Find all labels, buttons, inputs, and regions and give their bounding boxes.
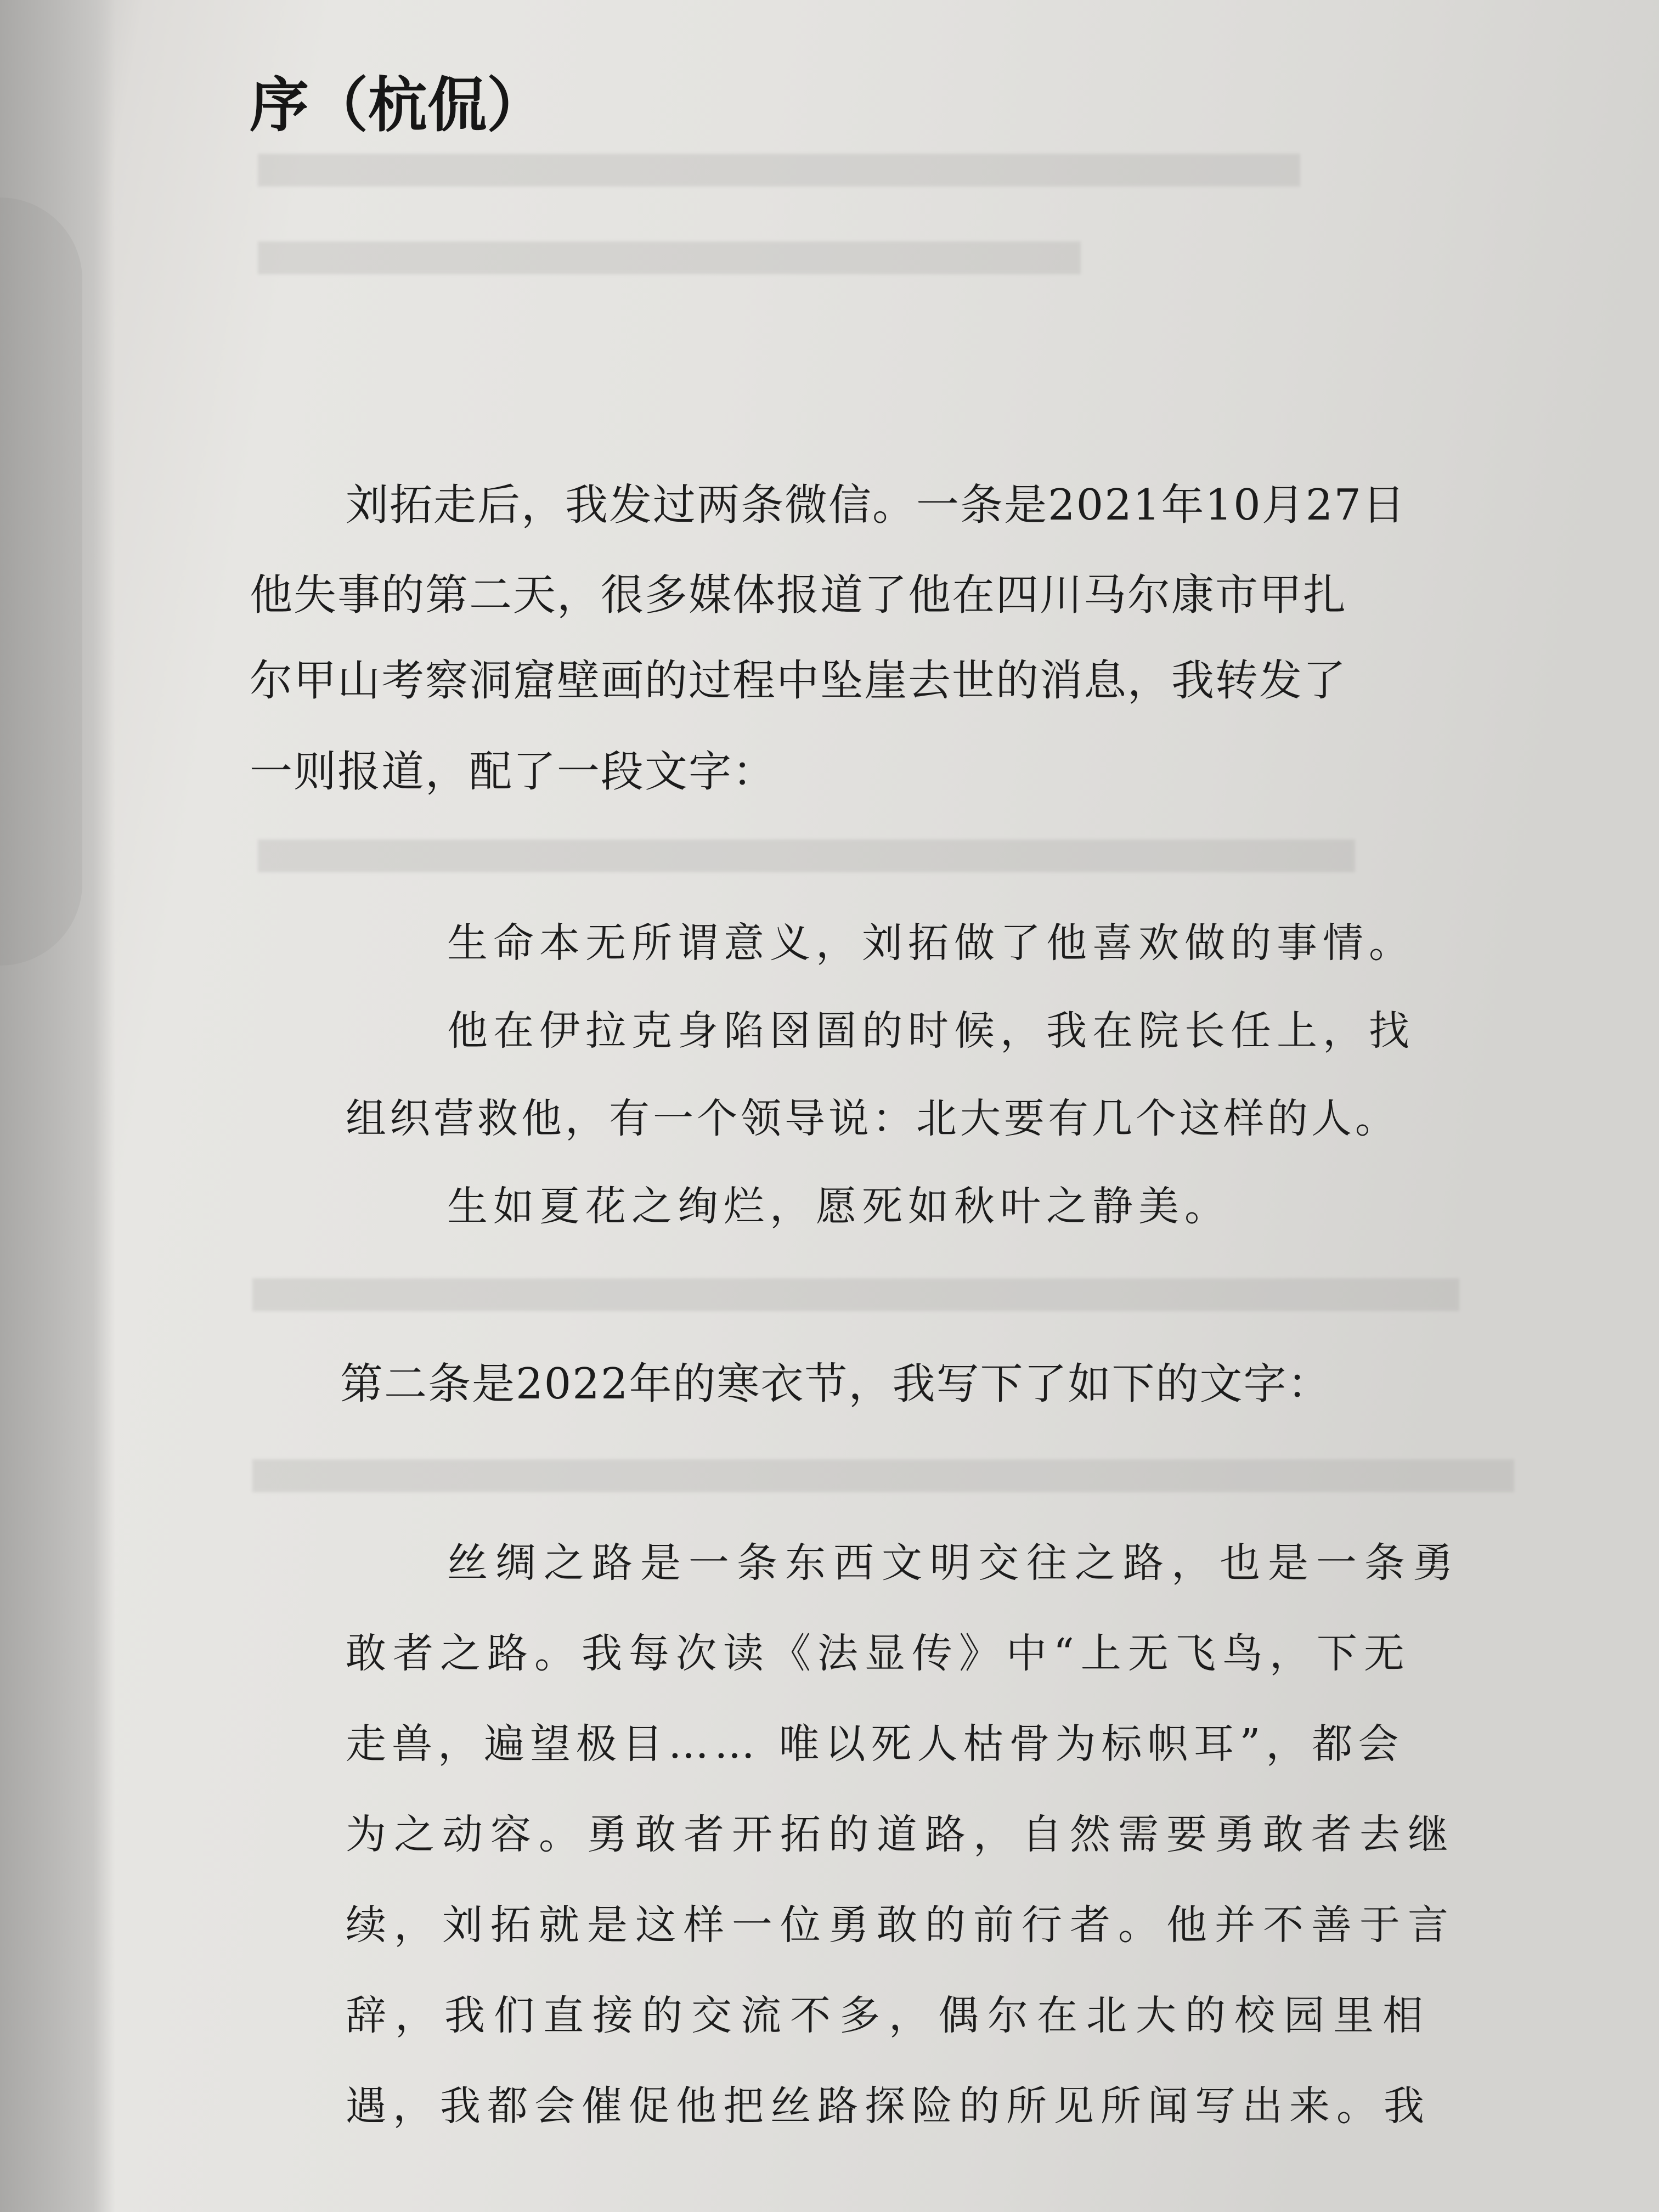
- quote2-line-3: 走兽，遍望极目…… 唯以死人枯骨为标帜耳”，都会: [346, 1720, 1404, 1768]
- quote1-line-1: 生命本无所谓意义，刘拓做了他喜欢做的事情。: [447, 919, 1415, 967]
- page-title: 序（杭侃）: [250, 71, 546, 140]
- quote2-line-7: 遇，我都会催促他把丝路探险的所见所闻写出来。我: [346, 2083, 1431, 2130]
- bleed-through-2: [258, 241, 1081, 274]
- quote1-line-3: 组织营救他，有一个领导说：北大要有几个这样的人。: [346, 1095, 1399, 1142]
- page-gutter-shadow: [0, 0, 115, 2212]
- paragraph2-line-1: 第二条是2022年的寒衣节，我写下了如下的文字：: [340, 1359, 1331, 1409]
- bleed-through-1: [258, 154, 1300, 187]
- quote1-line-2: 他在伊拉克身陷囹圄的时候，我在院长任上，找: [447, 1007, 1415, 1054]
- paragraph1-line-4: 一则报道，配了一段文字：: [250, 747, 777, 797]
- bleed-through-5: [252, 1459, 1514, 1492]
- quote2-line-6: 辞，我们直接的交流不多，偶尔在北大的校园里相: [346, 1992, 1432, 2039]
- quote2-line-2: 敢者之路。我每次读《法显传》中“上无飞鸟，下无: [346, 1630, 1411, 1677]
- paragraph1-line-1: 刘拓走后，我发过两条微信。一条是2021年10月27日: [346, 481, 1407, 530]
- paragraph1-line-3: 尔甲山考察洞窟壁画的过程中坠崖去世的消息，我转发了: [250, 656, 1347, 706]
- quote2-line-5: 续，刘拓就是这样一位勇敢的前行者。他并不善于言: [346, 1901, 1456, 1949]
- paragraph1-line-2: 他失事的第二天，很多媒体报道了他在四川马尔康市甲扎: [250, 571, 1347, 620]
- bleed-through-3: [258, 839, 1355, 872]
- quote2-line-1: 丝绸之路是一条东西文明交往之路，也是一条勇: [447, 1539, 1461, 1587]
- quote1-line-4: 生如夏花之绚烂，愿死如秋叶之静美。: [447, 1183, 1231, 1230]
- bleed-through-4: [252, 1278, 1459, 1311]
- quote2-line-4: 为之动容。勇敢者开拓的道路，自然需要勇敢者去继: [346, 1811, 1456, 1858]
- facing-page-shadow: [0, 198, 82, 966]
